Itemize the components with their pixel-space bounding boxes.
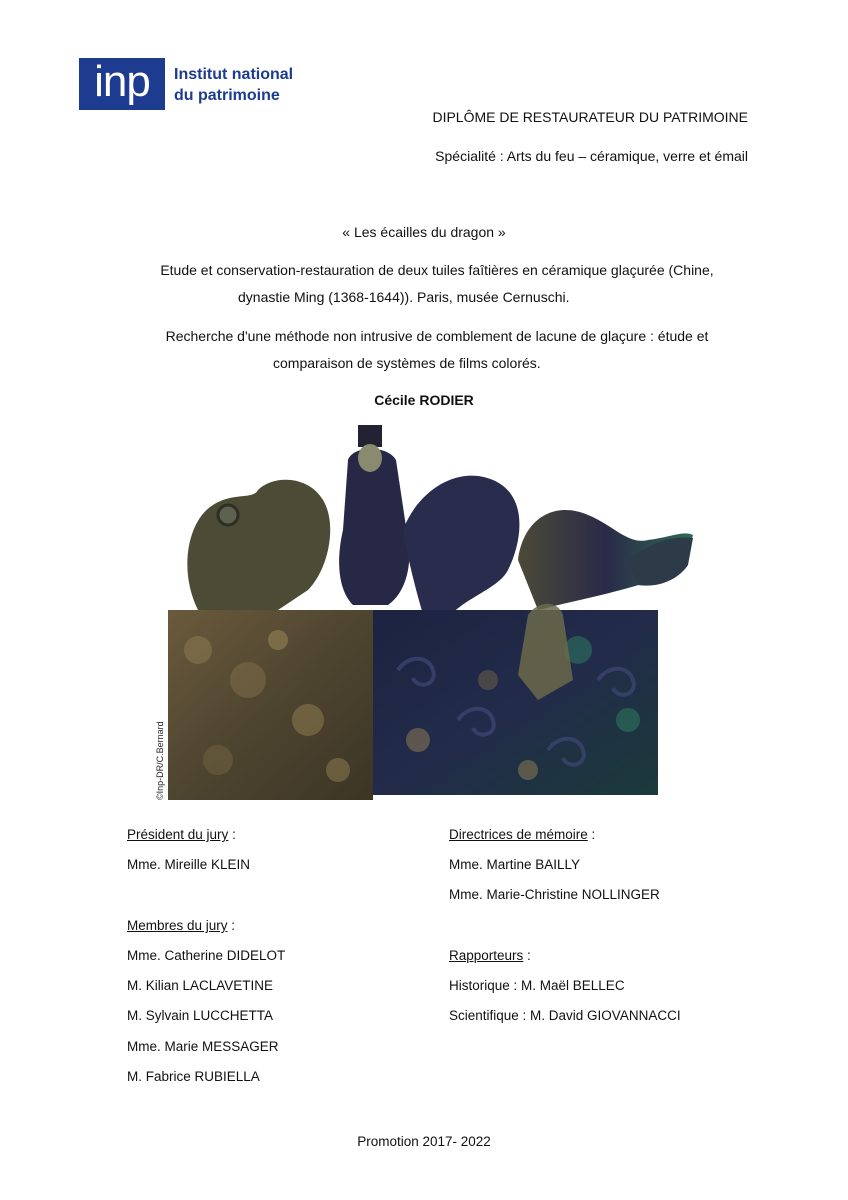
director-name: Mme. Marie-Christine NOLLINGER — [449, 887, 660, 902]
members-heading — [127, 918, 235, 933]
president-colon: : — [228, 827, 236, 842]
president-heading — [127, 827, 236, 842]
inp-logo-mark — [79, 58, 165, 110]
inp-logo-text — [174, 64, 293, 106]
figure-face — [358, 444, 382, 472]
directors-label: Directrices de mémoire — [449, 827, 588, 842]
research-line-2: comparaison de systèmes de films colorés. — [273, 355, 541, 371]
logo-line-1: Institut national — [174, 66, 294, 83]
main-dragon-body — [403, 476, 519, 630]
member-name: M. Kilian LACLAVETINE — [127, 978, 274, 993]
director-name: Mme. Martine BAILLY — [449, 857, 581, 872]
rapporteur-name: Historique : M. Maël BELLEC — [449, 978, 625, 993]
rapporteurs-colon: : — [523, 948, 531, 963]
logo-mark-text: inp — [94, 57, 150, 106]
author-name: Cécile RODIER — [374, 392, 474, 408]
directors-colon: : — [587, 827, 596, 842]
president-label: Président du jury — [127, 827, 229, 842]
subtitle-line-2: dynastie Ming (1368-1644)). Paris, musée Cernuschi. — [238, 289, 570, 305]
member-name: M. Sylvain LUCCHETTA — [127, 1008, 274, 1023]
photo-credit: ©Inp-DR/C.Bernard — [155, 721, 165, 800]
thesis-subtitle — [127, 257, 747, 311]
member-name: M. Fabrice RUBIELLA — [127, 1069, 260, 1084]
rapporteurs-label: Rapporteurs — [449, 948, 524, 963]
figure-hat — [358, 425, 382, 447]
ridge-tiles-photo — [158, 420, 698, 805]
members-label: Membres du jury — [127, 918, 228, 933]
logo-line-2: du patrimoine — [174, 87, 280, 104]
member-name: Mme. Catherine DIDELOT — [127, 948, 286, 963]
specialty: Spécialité : Arts du feu – céramique, verre et émail — [435, 148, 748, 164]
left-dragon-shape — [187, 480, 330, 610]
right-tile — [373, 610, 658, 795]
directors-heading — [449, 827, 595, 842]
thesis-research — [127, 323, 747, 377]
president-name: Mme. Mireille KLEIN — [127, 857, 251, 872]
research-line-1: Recherche d'une méthode non intrusive de comblement de lacune de glaçure : étude et — [165, 328, 709, 344]
promotion: Promotion 2017- 2022 — [357, 1134, 491, 1149]
diploma-title: DIPLÔME DE RESTAURATEUR DU PATRIMOINE — [432, 109, 748, 125]
figure-body — [339, 449, 409, 605]
thesis-title: « Les écailles du dragon » — [342, 224, 506, 240]
subtitle-line-1: Etude et conservation-restauration de deux tuiles faîtières en céramique glaçurée (Chine, — [160, 262, 714, 278]
dragon-eye — [218, 505, 238, 525]
rapporteurs-heading — [449, 948, 531, 963]
rapporteur-name: Scientifique : M. David GIOVANNACCI — [449, 1008, 681, 1023]
member-name: Mme. Marie MESSAGER — [127, 1039, 279, 1054]
members-colon: : — [227, 918, 236, 933]
